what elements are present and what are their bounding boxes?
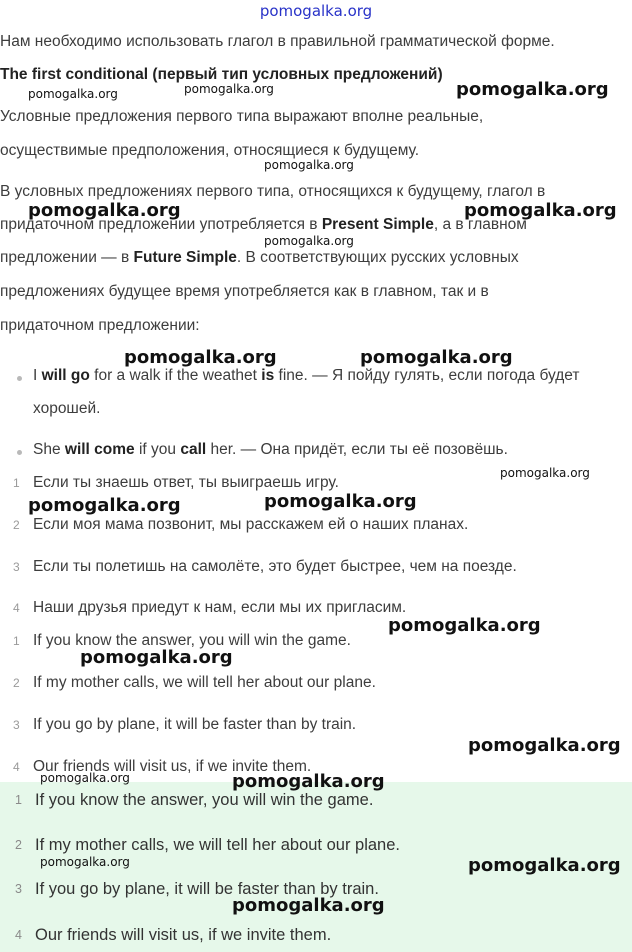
list-number: 1 (13, 476, 20, 490)
watermark: pomogalka.org (360, 347, 513, 368)
example-1-cont: хорошей. (33, 400, 101, 417)
russian-sentence: Если ты знаешь ответ, ты выиграешь игру. (33, 474, 339, 491)
rule-line-2: осуществимые предположения, относящиеся к будущему. (0, 142, 420, 159)
answer-number: 3 (15, 882, 22, 896)
answer-number: 4 (15, 928, 22, 942)
list-number: 3 (13, 718, 20, 732)
russian-sentence: Наши друзья приедут к нам, если мы их пригласим. (33, 599, 407, 616)
watermark: pomogalka.org (264, 234, 354, 248)
list-number: 3 (13, 560, 20, 574)
rule-p2-line-2: придаточном предложении употребляется в Present Simple, а в главном (0, 216, 527, 233)
russian-sentence: Если ты полетишь на самолёте, это будет быстрее, чем на поезде. (33, 558, 517, 575)
watermark: pomogalka.org (124, 347, 277, 368)
english-sentence: If you know the answer, you will win the game. (33, 632, 351, 649)
rule-p2-line-5: придаточном предложении: (0, 317, 200, 334)
english-sentence: If my mother calls, we will tell her about our plane. (33, 674, 376, 691)
watermark: pomogalka.org (40, 855, 130, 869)
example-2: She will come if you call her. — Она придёт, если ты её позовёшь. (33, 441, 508, 458)
watermark: pomogalka.org (232, 895, 385, 916)
answer-sentence: If you go by plane, it will be faster than by train. (35, 880, 379, 898)
watermark: pomogalka.org (184, 82, 274, 96)
russian-sentence: Если моя мама позвонит, мы расскажем ей о наших планах. (33, 516, 469, 533)
answer-sentence: If my mother calls, we will tell her about our plane. (35, 836, 400, 854)
intro-text: Нам необходимо использовать глагол в правильной грамматической форме. (0, 33, 555, 50)
list-number: 2 (13, 518, 20, 532)
watermark: pomogalka.org (456, 79, 609, 100)
bullet-dot (17, 376, 22, 381)
watermark: pomogalka.org (28, 87, 118, 101)
rule-title: The first conditional (первый тип условных предложений) (0, 66, 443, 83)
site-header-link[interactable]: pomogalka.org (259, 2, 373, 20)
answer-sentence: Our friends will visit us, if we invite them. (35, 926, 332, 944)
watermark: pomogalka.org (468, 855, 621, 876)
answer-number: 2 (15, 838, 22, 852)
rule-line-1: Условные предложения первого типа выражают вполне реальные, (0, 108, 484, 125)
list-number: 1 (13, 634, 20, 648)
list-number: 2 (13, 676, 20, 690)
answer-sentence: If you know the answer, you will win the game. (35, 791, 374, 809)
watermark: pomogalka.org (80, 647, 233, 668)
watermark: pomogalka.org (40, 771, 130, 785)
watermark: pomogalka.org (388, 615, 541, 636)
list-number: 4 (13, 760, 20, 774)
rule-p2-line-1: В условных предложениях первого типа, относящихся к будущему, глагол в (0, 183, 546, 200)
list-number: 4 (13, 601, 20, 615)
answer-number: 1 (15, 793, 22, 807)
watermark: pomogalka.org (264, 158, 354, 172)
example-1: I will go for a walk if the weathet is fine. — Я пойду гулять, если погода будет (33, 367, 580, 384)
bullet-dot (17, 450, 22, 455)
watermark: pomogalka.org (232, 771, 385, 792)
watermark: pomogalka.org (500, 466, 590, 480)
watermark: pomogalka.org (264, 491, 417, 512)
watermark: pomogalka.org (28, 200, 181, 221)
rule-p2-line-3: предложении — в Future Simple. В соответствующих русских условных (0, 249, 519, 266)
watermark: pomogalka.org (468, 735, 621, 756)
english-sentence: If you go by plane, it will be faster than by train. (33, 716, 357, 733)
rule-p2-line-4: предложениях будущее время употребляется как в главном, так и в (0, 283, 489, 300)
english-sentence: Our friends will visit us, if we invite them. (33, 758, 312, 775)
watermark: pomogalka.org (464, 200, 617, 221)
watermark: pomogalka.org (28, 495, 181, 516)
